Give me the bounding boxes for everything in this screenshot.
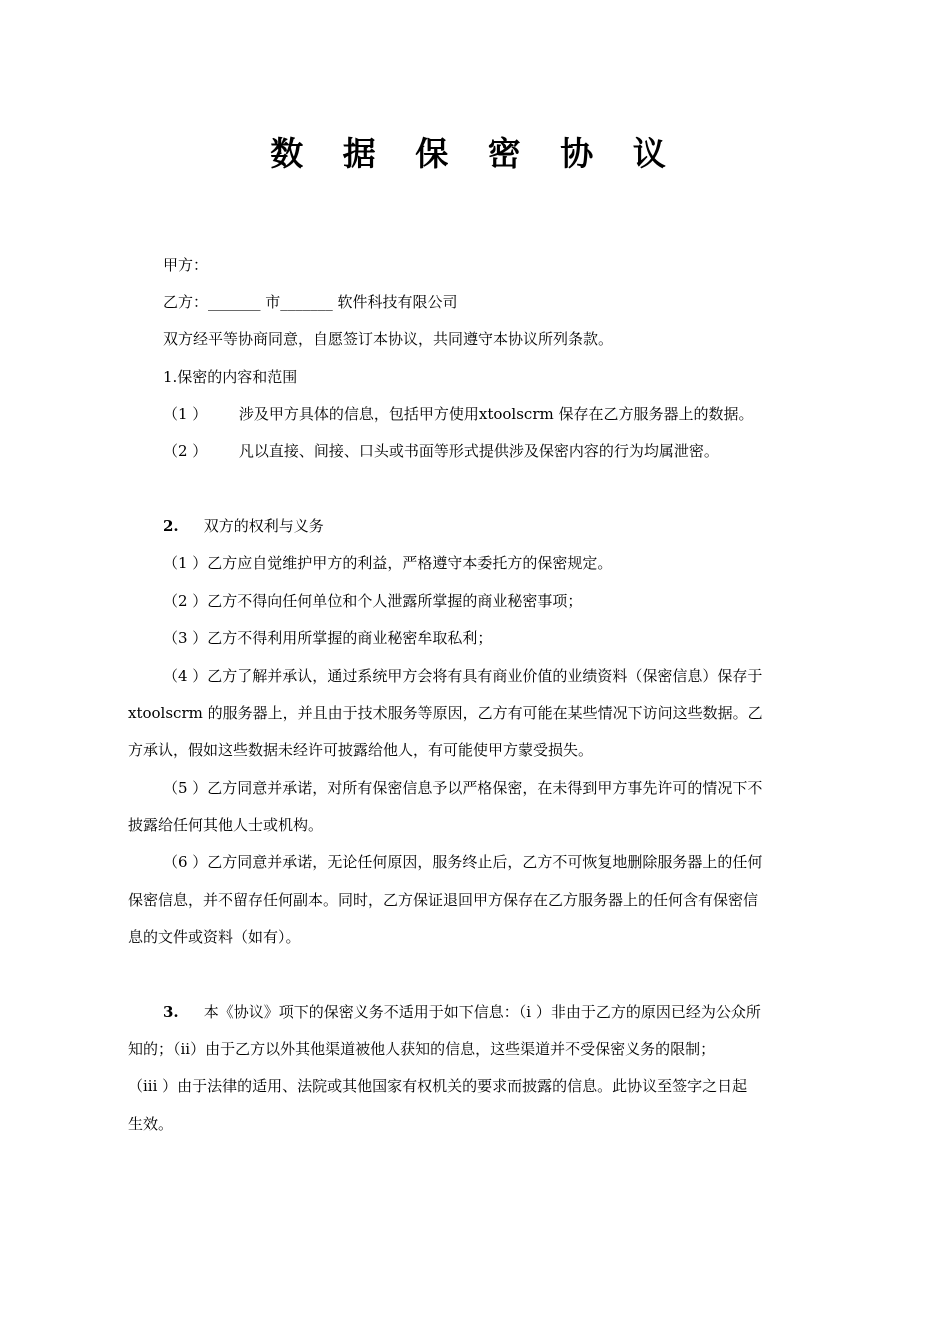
section1-item2-number: （2 ） bbox=[163, 442, 208, 460]
section1-item1-text: 涉及甲方具体的信息，包括甲方使用xtoolscrm 保存在乙方服务器上的数据。 bbox=[238, 405, 754, 423]
section1-item1 bbox=[163, 404, 754, 424]
section1-item1-number: （1 ） bbox=[163, 405, 208, 423]
section3-line2: 知的；（ii）由于乙方以外其他渠道被他人获知的信息，这些渠道并不受保密义务的限制； bbox=[128, 1040, 716, 1058]
section2-item5-line1: （5 ）乙方同意并承诺，对所有保密信息予以严格保密，在未得到甲方事先许可的情况下不 bbox=[163, 779, 763, 797]
section2-heading-line bbox=[163, 516, 324, 536]
document-title: 数 据 保 密 协 议 bbox=[270, 134, 680, 173]
party-b-line: 乙方：_______ 市_______ 软件科技有限公司 bbox=[163, 293, 458, 311]
section1-item2-text: 凡以直接、间接、口头或书面等形式提供涉及保密内容的行为均属泄密。 bbox=[238, 442, 719, 460]
section2-item5-line2: 披露给任何其他人士或机构。 bbox=[128, 816, 324, 834]
section2-item4-line3: 方承认，假如这些数据未经许可披露给他人，有可能使甲方蒙受损失。 bbox=[128, 741, 594, 759]
section3-line4: 生效。 bbox=[128, 1115, 174, 1133]
section3-line3: （iii ）由于法律的适用、法院或其他国家有权机关的要求而披露的信息。此协议至签字之日起 bbox=[128, 1077, 748, 1095]
section2-item6-line3: 息的文件或资料（如有）。 bbox=[128, 928, 301, 946]
section3-line1 bbox=[163, 1002, 761, 1022]
section2-item4-line2: xtoolscrm 的服务器上，并且由于技术服务等原因，乙方有可能在某些情况下访问这些数据。乙 bbox=[128, 704, 763, 722]
section2-item1: （1 ）乙方应自觉维护甲方的利益，严格遵守本委托方的保密规定。 bbox=[163, 554, 613, 572]
section2-item3: （3 ）乙方不得利用所掌握的商业秘密牟取私利； bbox=[163, 629, 493, 647]
section2-item2: （2 ）乙方不得向任何单位和个人泄露所掌握的商业秘密事项； bbox=[163, 592, 583, 610]
section2-item6-line2: 保密信息，并不留存任何副本。同时，乙方保证退回甲方保存在乙方服务器上的任何含有保密信 bbox=[128, 891, 759, 909]
section3-line1-text: 本《协议》项下的保密义务不适用于如下信息：（i ）非由于乙方的原因已经为公众所 bbox=[203, 1003, 761, 1021]
section2-item4-line1: （4 ）乙方了解并承认，通过系统甲方会将有具有商业价值的业绩资料（保密信息）保存于 bbox=[163, 667, 763, 685]
section2-heading: 双方的权利与义务 bbox=[203, 517, 324, 535]
section2-item6-line1: （6 ）乙方同意并承诺，无论任何原因，服务终止后，乙方不可恢复地删除服务器上的任何 bbox=[163, 853, 763, 871]
intro-paragraph: 双方经平等协商同意，自愿签订本协议，共同遵守本协议所列条款。 bbox=[163, 330, 614, 348]
section1-heading: 1.保密的内容和范围 bbox=[163, 368, 298, 386]
section3-number: 3. bbox=[163, 1003, 179, 1021]
section1-item2 bbox=[163, 441, 719, 461]
party-a-line: 甲方： bbox=[163, 256, 209, 274]
section2-number: 2. bbox=[163, 517, 179, 535]
